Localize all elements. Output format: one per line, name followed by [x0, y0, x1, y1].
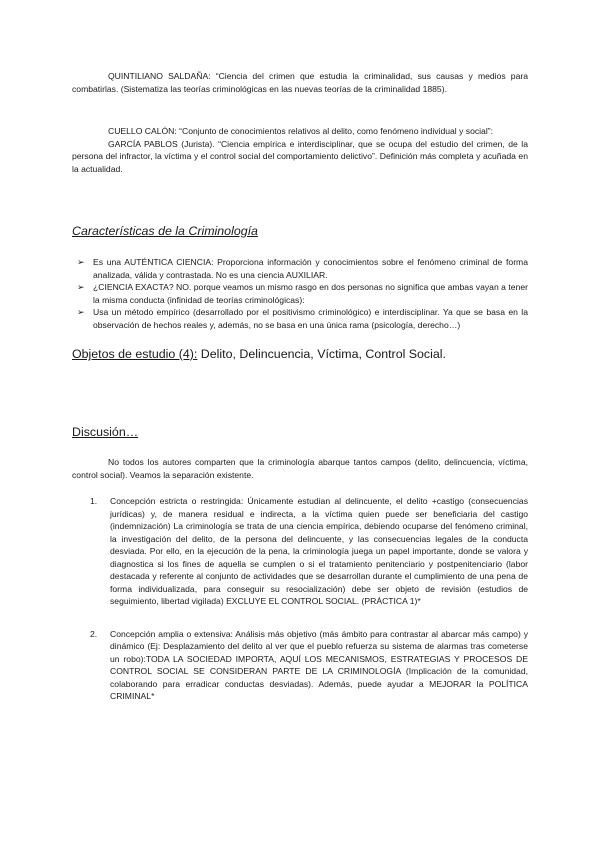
list-item-text: Usa un método empírico (desarrollado por el positivismo criminológico) e interdisciplinar. Ya que se basa en la observación de hechos reales y, además, no se basa en una única rama (psicología, derecho…)	[93, 307, 528, 330]
discusion-list	[72, 495, 528, 703]
definitions-group	[72, 125, 528, 175]
list-item	[72, 628, 528, 703]
list-item-number: 2.	[90, 628, 98, 639]
definition-saldana	[72, 70, 528, 95]
list-item-number: 1.	[90, 496, 98, 506]
list-item	[72, 306, 528, 331]
discusion-intro	[72, 456, 528, 481]
list-item-text: Concepción amplia o extensiva: Análisis más objetivo (más ámbito para contrastar al abarcar más campo) y dinámico (Ej: Desplazamiento del delito al ver que el pueblo refuerza su sistema de alarmas tras cometerse un robo):TODA LA SOCIEDAD IMPORTA, AQUÍ LOS MECANISMOS, ESTRATEGIAS Y PROCESOS DE CONTROL SOCIAL SE CONSIDERAN PARTE DE LA CRIMINOLOGÍA (Implicación de la comunidad, colaborando para erradicar conductas desviadas). Además, puede ayudar a MEJORAR la POLÍTICA CRIMINAL*	[110, 628, 528, 701]
definition-saldana-text: QUINTILIANO SALDAÑA: “Ciencia del crimen que estudia la criminalidad, sus causas y medios para combatirlas. (Sistematiza las teorías criminológicas en las nuevas teorías de la criminalidad 1885).	[72, 71, 528, 94]
objetos-de-estudio	[72, 347, 446, 362]
discusion-title: Discusión…	[72, 425, 139, 439]
objetos-value: Delito, Delincuencia, Víctima, Control Social.	[197, 347, 446, 361]
list-item	[72, 281, 528, 306]
caracteristicas-title: Características de la Criminología	[72, 224, 258, 238]
definition-cuello-calon: CUELLO CALÓN: “Conjunto de conocimientos relativos al delito, como fenómeno individual y social”:	[108, 126, 493, 136]
section-heading-caracteristicas	[72, 224, 258, 239]
section-heading-discusion	[72, 425, 138, 440]
list-item-text: Es una AUTÉNTICA CIENCIA: Proporciona información y conocimientos sobre el fenómeno criminal de forma analizada, válida y contrastada. No es una ciencia AUXILIAR.	[93, 257, 528, 280]
list-item-text: Concepción estricta o restringida: Únicamente estudian al delincuente, el delito +castigo (consecuencias jurídicas) y, de manera residual e indirecta, a la víctima quien puede ser beneficiaria del castigo (indemnización) La criminología se trata de una ciencia empírica, debiendo ocuparse del fenómeno criminal, la investigación del delito, de la persona del delincuente, y las consecuencias legales de la conducta desviada. Por ello, en la ejecución de la pena, la criminología juega un papel importante, donde se valora y diagnostica si los fines de aquella se cumplen o si el tratamiento penitenciario y postpenitenciario (labor destacada y referente al conjunto de actividades que se desarrollan durante el cumplimiento de una pena de forma individualizada, para conseguir su resocialización) debe ser objeto de revisión (estudios de seguimiento, libertad vigilada) EXCLUYE EL CONTROL SOCIAL. (PRÁCTICA 1)*	[110, 496, 528, 606]
list-item-text: ¿CIENCIA EXACTA? NO. porque veamos un mismo rasgo en dos personas no significa que ambas vayan a tener la misma conducta (infinidad de teorías criminológicas):	[93, 282, 528, 305]
caracteristicas-list	[72, 256, 528, 331]
objetos-label: Objetos de estudio (4):	[72, 347, 198, 361]
list-item	[72, 495, 528, 608]
discusion-intro-text: No todos los autores comparten que la criminología abarque tantos campos (delito, delincuencia, víctima, control social). Veamos la separación existente.	[72, 457, 528, 480]
definition-garcia-pablos: GARCÍA PABLOS (Jurista). “Ciencia empírica e interdisciplinar, que se ocupa del estudio del crimen, de la persona del infractor, la víctima y el control social del comportamiento delictivo”. Definición más completa y acuñada en la actualidad.	[72, 138, 528, 174]
arrow-bullet-icon: ➢	[77, 257, 85, 267]
arrow-bullet-icon: ➢	[77, 307, 85, 317]
arrow-bullet-icon: ➢	[77, 282, 85, 292]
list-item	[72, 256, 528, 281]
